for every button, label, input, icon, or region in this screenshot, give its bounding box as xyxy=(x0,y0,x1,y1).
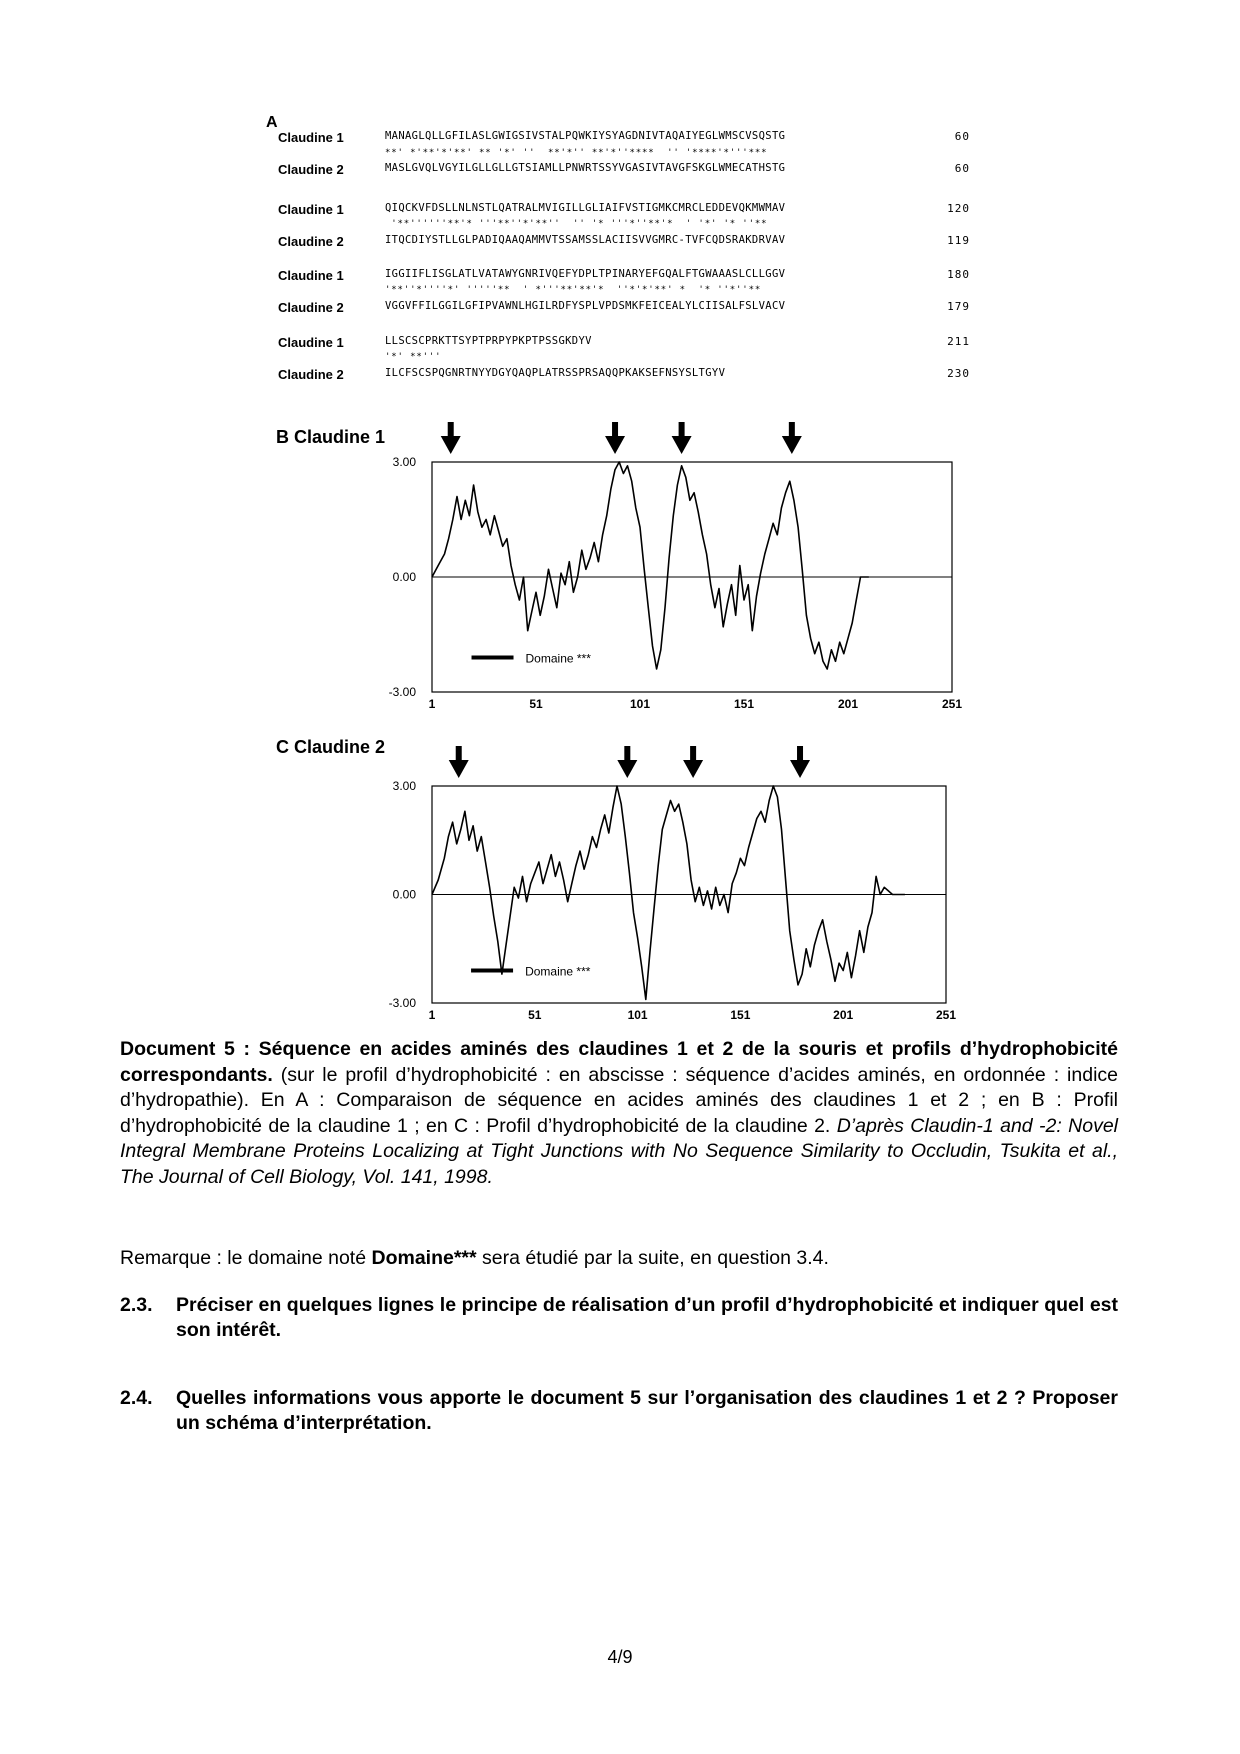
panel-b-title: B Claudine 1 xyxy=(276,427,386,447)
hydrophobicity-series-line xyxy=(432,786,905,999)
remark-text-before: Remarque : le domaine noté xyxy=(120,1247,372,1269)
question-2-3 xyxy=(120,1293,1118,1343)
y-tick-label: 0.00 xyxy=(392,570,416,584)
x-tick-label: 1 xyxy=(428,1008,436,1022)
sequence-label: Claudine 1 xyxy=(278,130,344,145)
sequence-text: ITQCDIYSTLLGLPADIQAAQAMMVTSSAMSSLACIISVVGMRC-TVFCQDSRAKDRVAV xyxy=(385,234,786,246)
sequence-label: Claudine 2 xyxy=(278,234,344,249)
sequence-label: Claudine 1 xyxy=(278,335,344,350)
sequence-label: Claudine 2 xyxy=(278,162,344,177)
sequence-position: 119 xyxy=(947,234,970,247)
sequence-text: LLSCSCPRKTTSYPTPRPYPKPTPSSGKDYV xyxy=(385,335,592,347)
sequence-text: MASLGVQLVGYILGLLGLLGTSIAMLLPNWRTSSYVGASIVTAVGFSKGLWMECATHSTG xyxy=(385,162,786,174)
transmembrane-arrow-icon xyxy=(617,746,637,778)
sequence-label: Claudine 1 xyxy=(278,268,344,283)
transmembrane-arrow-icon xyxy=(449,746,469,778)
question-2-4 xyxy=(120,1386,1118,1436)
page-number: 4/9 xyxy=(607,1647,633,1667)
legend-label: Domaine *** xyxy=(525,964,591,979)
x-tick-label: 151 xyxy=(730,1008,751,1022)
document-caption xyxy=(120,1037,1118,1190)
conservation-marks: '*' **''' xyxy=(385,352,442,362)
caption-title: Document 5 : Séquence en acides aminés des claudines 1 et 2 de la souris et profils d’hydrophobicité correspondants. xyxy=(120,1038,1118,1086)
x-tick-label: 251 xyxy=(935,1008,957,1022)
panel-a-letter: A xyxy=(266,114,278,131)
sequence-position: 211 xyxy=(947,335,970,348)
x-tick-label: 251 xyxy=(941,697,963,711)
sequence-text: ILCFSCSPQGNRTNYYDGYQAQPLATRSSPRSAQQPKAKSEFNSYSLTGYV xyxy=(385,367,726,379)
sequence-label: Claudine 1 xyxy=(278,202,344,217)
sequence-position: 179 xyxy=(947,300,970,313)
y-tick-label: -3.00 xyxy=(388,996,416,1010)
sequence-position: 60 xyxy=(954,162,970,175)
sequence-position: 180 xyxy=(947,268,970,281)
sequence-text: VGGVFFILGGILGFIPVAWNLHGILRDFYSPLVPDSMKFEICEALYLCIISALFSLVACV xyxy=(385,300,786,312)
x-tick-label: 101 xyxy=(627,1008,648,1022)
transmembrane-arrow-icon xyxy=(790,746,810,778)
remark xyxy=(120,1247,1118,1270)
sequence-text: MANAGLQLLGFILASLGWIGSIVSTALPQWKIYSYAGDNIVTAQAIYEGLWMSCVSQSTG xyxy=(385,130,786,142)
sequence-position: 120 xyxy=(947,202,970,215)
question-number: 2.4. xyxy=(120,1387,153,1409)
conservation-marks: '**''*''''*' '''''** ' *'''**'**'* ''*'*'**' * '* ''*''** xyxy=(385,285,762,295)
caption-body: (sur le profil d’hydrophobicité : en abscisse : séquence d’acides aminés, en ordonnée : indice d’hydropathie). En A : Comparaison de séquence en acides aminés des claudines 1 et 2 ; en B : Profil d’hydrophobicité de la claudine 1 ; en C : Profil d’hydrophobicité de la claudine 2. xyxy=(120,1063,1118,1137)
legend-label: Domaine *** xyxy=(525,651,591,666)
x-tick-label: 51 xyxy=(529,697,543,711)
sequence-label: Claudine 2 xyxy=(278,300,344,315)
y-tick-label: 0.00 xyxy=(392,887,416,902)
caption-source: D’après Claudin-1 and -2: Novel Integral Membrane Proteins Localizing at Tight Junctions with No Sequence Similarity to Occludin, Tsukita et al., The Journal of Cell Biology, Vol. 141, 1998. xyxy=(120,1114,1118,1188)
conservation-marks: '**''''''**'* '''**''*'**'' '' '* '''*''**'* ' '*' '* ''** xyxy=(385,219,768,229)
panel-c-title: C Claudine 2 xyxy=(276,737,386,757)
remark-domain-label: Domaine*** xyxy=(371,1247,477,1269)
sequence-text: QIQCKVFDSLLNLNSTLQATRALMVIGILLGLIAIFVSTIGMKCMRCLEDDEVQKMWMAV xyxy=(385,202,786,214)
x-tick-label: 201 xyxy=(833,1008,854,1022)
question-number: 2.3. xyxy=(120,1294,153,1316)
sequence-position: 60 xyxy=(954,130,970,143)
x-tick-label: 201 xyxy=(837,697,859,711)
y-tick-label: 3.00 xyxy=(392,455,416,469)
x-tick-label: 151 xyxy=(733,697,755,711)
y-tick-label: -3.00 xyxy=(388,685,416,699)
sequence-text: IGGIIFLISGLATLVATAWYGNRIVQEFYDPLTPINARYEFGQALFTGWAAASLCLLGGV xyxy=(385,268,786,280)
transmembrane-arrow-icon xyxy=(683,746,703,778)
question-text: Préciser en quelques lignes le principe de réalisation d’un profil d’hydrophobicité et indiquer quel est son intérêt. xyxy=(176,1294,1118,1341)
x-tick-label: 51 xyxy=(528,1008,542,1022)
sequence-label: Claudine 2 xyxy=(278,367,344,382)
x-tick-label: 1 xyxy=(428,697,436,711)
conservation-marks: **' *'**'*'**' ** '*' '' **'*'' **'*''**** '' '****'*'''*** xyxy=(385,148,768,158)
sequence-position: 230 xyxy=(947,367,970,380)
y-tick-label: 3.00 xyxy=(392,779,416,793)
question-text: Quelles informations vous apporte le document 5 sur l’organisation des claudines 1 et 2 ? Proposer un schéma d’interprétation. xyxy=(176,1387,1118,1434)
x-tick-label: 101 xyxy=(629,697,651,711)
remark-text-after: sera étudié par la suite, en question 3.4. xyxy=(476,1247,829,1269)
